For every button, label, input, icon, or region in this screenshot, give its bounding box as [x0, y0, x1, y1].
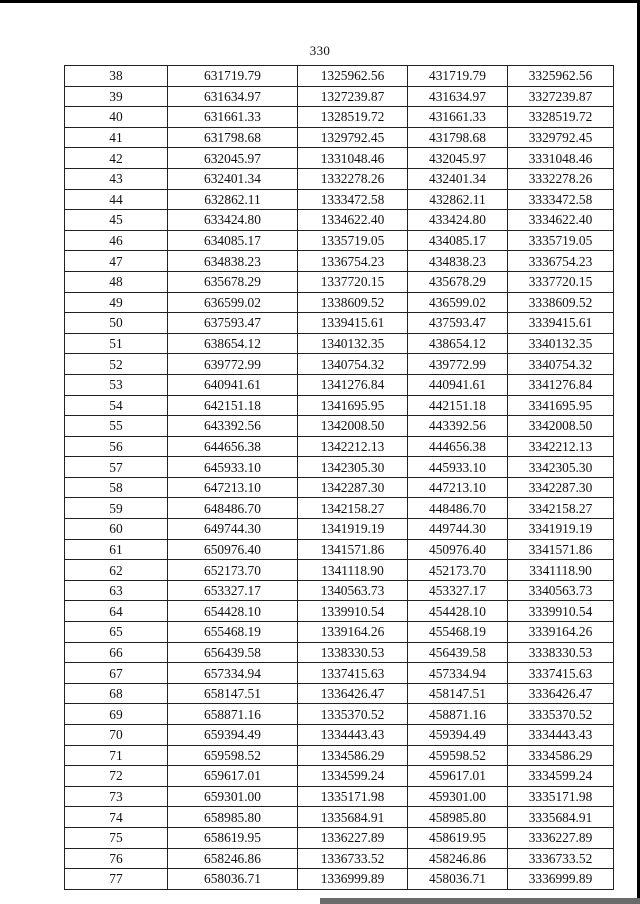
- x1-coordinate-cell: 634838.23: [168, 251, 298, 272]
- x2-coordinate-cell: 448486.70: [408, 498, 508, 519]
- table-row: [65, 86, 614, 107]
- y1-coordinate-cell: 1327239.87: [298, 86, 408, 107]
- point-number-cell: 50: [65, 313, 168, 334]
- x1-coordinate-cell: 632862.11: [168, 189, 298, 210]
- table-row: [65, 127, 614, 148]
- y2-coordinate-cell: 3338609.52: [508, 292, 614, 313]
- y1-coordinate-cell: 1336426.47: [298, 683, 408, 704]
- y2-coordinate-cell: 3339164.26: [508, 622, 614, 643]
- table-row: [65, 436, 614, 457]
- table-row: [65, 354, 614, 375]
- y2-coordinate-cell: 3331048.46: [508, 148, 614, 169]
- y2-coordinate-cell: 3334622.40: [508, 210, 614, 231]
- point-number-cell: 76: [65, 848, 168, 869]
- x1-coordinate-cell: 659617.01: [168, 766, 298, 787]
- y1-coordinate-cell: 1342305.30: [298, 457, 408, 478]
- x1-coordinate-cell: 655468.19: [168, 622, 298, 643]
- table-row: [65, 704, 614, 725]
- y1-coordinate-cell: 1328519.72: [298, 107, 408, 128]
- point-number-cell: 38: [65, 66, 168, 87]
- point-number-cell: 61: [65, 539, 168, 560]
- y1-coordinate-cell: 1331048.46: [298, 148, 408, 169]
- x2-coordinate-cell: 442151.18: [408, 395, 508, 416]
- y2-coordinate-cell: 3341276.84: [508, 374, 614, 395]
- y1-coordinate-cell: 1325962.56: [298, 66, 408, 87]
- x2-coordinate-cell: 439772.99: [408, 354, 508, 375]
- x2-coordinate-cell: 459598.52: [408, 745, 508, 766]
- point-number-cell: 53: [65, 374, 168, 395]
- y2-coordinate-cell: 3328519.72: [508, 107, 614, 128]
- table-row: [65, 786, 614, 807]
- point-number-cell: 40: [65, 107, 168, 128]
- x2-coordinate-cell: 457334.94: [408, 663, 508, 684]
- x1-coordinate-cell: 658147.51: [168, 683, 298, 704]
- x2-coordinate-cell: 458871.16: [408, 704, 508, 725]
- table-row: [65, 745, 614, 766]
- y1-coordinate-cell: 1342212.13: [298, 436, 408, 457]
- y1-coordinate-cell: 1334599.24: [298, 766, 408, 787]
- y1-coordinate-cell: 1334443.43: [298, 725, 408, 746]
- point-number-cell: 60: [65, 519, 168, 540]
- x2-coordinate-cell: 431719.79: [408, 66, 508, 87]
- y1-coordinate-cell: 1333472.58: [298, 189, 408, 210]
- table-row: [65, 251, 614, 272]
- y2-coordinate-cell: 3336227.89: [508, 827, 614, 848]
- table-row: [65, 168, 614, 189]
- x2-coordinate-cell: 450976.40: [408, 539, 508, 560]
- y2-coordinate-cell: 3341919.19: [508, 519, 614, 540]
- y1-coordinate-cell: 1336999.89: [298, 869, 408, 890]
- x2-coordinate-cell: 459394.49: [408, 725, 508, 746]
- point-number-cell: 47: [65, 251, 168, 272]
- y2-coordinate-cell: 3340132.35: [508, 333, 614, 354]
- y2-coordinate-cell: 3335684.91: [508, 807, 614, 828]
- y1-coordinate-cell: 1337415.63: [298, 663, 408, 684]
- point-number-cell: 52: [65, 354, 168, 375]
- x2-coordinate-cell: 455468.19: [408, 622, 508, 643]
- table-row: [65, 807, 614, 828]
- point-number-cell: 54: [65, 395, 168, 416]
- point-number-cell: 42: [65, 148, 168, 169]
- y2-coordinate-cell: 3335171.98: [508, 786, 614, 807]
- x2-coordinate-cell: 432862.11: [408, 189, 508, 210]
- x2-coordinate-cell: 432401.34: [408, 168, 508, 189]
- x2-coordinate-cell: 458246.86: [408, 848, 508, 869]
- table-row: [65, 869, 614, 890]
- x1-coordinate-cell: 631634.97: [168, 86, 298, 107]
- coordinate-table-body: [65, 66, 614, 890]
- y1-coordinate-cell: 1338330.53: [298, 642, 408, 663]
- point-number-cell: 75: [65, 827, 168, 848]
- y2-coordinate-cell: 3337720.15: [508, 271, 614, 292]
- x1-coordinate-cell: 658246.86: [168, 848, 298, 869]
- y1-coordinate-cell: 1339164.26: [298, 622, 408, 643]
- y1-coordinate-cell: 1340563.73: [298, 580, 408, 601]
- x1-coordinate-cell: 654428.10: [168, 601, 298, 622]
- x1-coordinate-cell: 634085.17: [168, 230, 298, 251]
- x1-coordinate-cell: 648486.70: [168, 498, 298, 519]
- x1-coordinate-cell: 659598.52: [168, 745, 298, 766]
- x2-coordinate-cell: 438654.12: [408, 333, 508, 354]
- y1-coordinate-cell: 1341571.86: [298, 539, 408, 560]
- point-number-cell: 77: [65, 869, 168, 890]
- point-number-cell: 71: [65, 745, 168, 766]
- point-number-cell: 64: [65, 601, 168, 622]
- table-row: [65, 230, 614, 251]
- y2-coordinate-cell: 3336733.52: [508, 848, 614, 869]
- x1-coordinate-cell: 658619.95: [168, 827, 298, 848]
- y1-coordinate-cell: 1340754.32: [298, 354, 408, 375]
- x1-coordinate-cell: 659301.00: [168, 786, 298, 807]
- x1-coordinate-cell: 658871.16: [168, 704, 298, 725]
- table-row: [65, 148, 614, 169]
- x1-coordinate-cell: 636599.02: [168, 292, 298, 313]
- point-number-cell: 66: [65, 642, 168, 663]
- table-row: [65, 560, 614, 581]
- y1-coordinate-cell: 1334586.29: [298, 745, 408, 766]
- point-number-cell: 55: [65, 416, 168, 437]
- x2-coordinate-cell: 444656.38: [408, 436, 508, 457]
- x1-coordinate-cell: 633424.80: [168, 210, 298, 231]
- scan-bottom-shadow: [320, 898, 640, 904]
- x1-coordinate-cell: 656439.58: [168, 642, 298, 663]
- y1-coordinate-cell: 1332278.26: [298, 168, 408, 189]
- x2-coordinate-cell: 434085.17: [408, 230, 508, 251]
- x1-coordinate-cell: 652173.70: [168, 560, 298, 581]
- y1-coordinate-cell: 1335684.91: [298, 807, 408, 828]
- table-row: [65, 292, 614, 313]
- y1-coordinate-cell: 1342008.50: [298, 416, 408, 437]
- table-row: [65, 827, 614, 848]
- x1-coordinate-cell: 647213.10: [168, 477, 298, 498]
- y2-coordinate-cell: 3339910.54: [508, 601, 614, 622]
- y2-coordinate-cell: 3342008.50: [508, 416, 614, 437]
- x1-coordinate-cell: 635678.29: [168, 271, 298, 292]
- table-row: [65, 210, 614, 231]
- y2-coordinate-cell: 3329792.45: [508, 127, 614, 148]
- y2-coordinate-cell: 3336754.23: [508, 251, 614, 272]
- table-row: [65, 663, 614, 684]
- table-row: [65, 395, 614, 416]
- table-row: [65, 622, 614, 643]
- table-row: [65, 457, 614, 478]
- y1-coordinate-cell: 1339910.54: [298, 601, 408, 622]
- table-row: [65, 519, 614, 540]
- y2-coordinate-cell: 3332278.26: [508, 168, 614, 189]
- y2-coordinate-cell: 3341695.95: [508, 395, 614, 416]
- x1-coordinate-cell: 640941.61: [168, 374, 298, 395]
- table-row: [65, 642, 614, 663]
- x1-coordinate-cell: 643392.56: [168, 416, 298, 437]
- x1-coordinate-cell: 642151.18: [168, 395, 298, 416]
- point-number-cell: 57: [65, 457, 168, 478]
- y1-coordinate-cell: 1338609.52: [298, 292, 408, 313]
- point-number-cell: 69: [65, 704, 168, 725]
- table-row: [65, 683, 614, 704]
- x2-coordinate-cell: 447213.10: [408, 477, 508, 498]
- x2-coordinate-cell: 459301.00: [408, 786, 508, 807]
- point-number-cell: 43: [65, 168, 168, 189]
- y2-coordinate-cell: 3334443.43: [508, 725, 614, 746]
- x2-coordinate-cell: 458985.80: [408, 807, 508, 828]
- x1-coordinate-cell: 649744.30: [168, 519, 298, 540]
- table-row: [65, 539, 614, 560]
- y2-coordinate-cell: 3341118.90: [508, 560, 614, 581]
- y2-coordinate-cell: 3340754.32: [508, 354, 614, 375]
- x1-coordinate-cell: 639772.99: [168, 354, 298, 375]
- x2-coordinate-cell: 458036.71: [408, 869, 508, 890]
- y2-coordinate-cell: 3338330.53: [508, 642, 614, 663]
- x1-coordinate-cell: 644656.38: [168, 436, 298, 457]
- y1-coordinate-cell: 1341919.19: [298, 519, 408, 540]
- point-number-cell: 45: [65, 210, 168, 231]
- y1-coordinate-cell: 1335719.05: [298, 230, 408, 251]
- x1-coordinate-cell: 659394.49: [168, 725, 298, 746]
- table-row: [65, 725, 614, 746]
- x1-coordinate-cell: 632401.34: [168, 168, 298, 189]
- y1-coordinate-cell: 1336754.23: [298, 251, 408, 272]
- y2-coordinate-cell: 3335370.52: [508, 704, 614, 725]
- y1-coordinate-cell: 1336733.52: [298, 848, 408, 869]
- table-row: [65, 271, 614, 292]
- x2-coordinate-cell: 459617.01: [408, 766, 508, 787]
- y1-coordinate-cell: 1334622.40: [298, 210, 408, 231]
- x2-coordinate-cell: 445933.10: [408, 457, 508, 478]
- point-number-cell: 41: [65, 127, 168, 148]
- x2-coordinate-cell: 431798.68: [408, 127, 508, 148]
- x2-coordinate-cell: 440941.61: [408, 374, 508, 395]
- point-number-cell: 72: [65, 766, 168, 787]
- point-number-cell: 59: [65, 498, 168, 519]
- y1-coordinate-cell: 1335370.52: [298, 704, 408, 725]
- x2-coordinate-cell: 431634.97: [408, 86, 508, 107]
- table-row: [65, 416, 614, 437]
- point-number-cell: 48: [65, 271, 168, 292]
- table-row: [65, 580, 614, 601]
- y2-coordinate-cell: 3335719.05: [508, 230, 614, 251]
- x2-coordinate-cell: 449744.30: [408, 519, 508, 540]
- y1-coordinate-cell: 1341695.95: [298, 395, 408, 416]
- point-number-cell: 46: [65, 230, 168, 251]
- point-number-cell: 67: [65, 663, 168, 684]
- x2-coordinate-cell: 454428.10: [408, 601, 508, 622]
- y2-coordinate-cell: 3340563.73: [508, 580, 614, 601]
- table-row: [65, 189, 614, 210]
- x1-coordinate-cell: 645933.10: [168, 457, 298, 478]
- y2-coordinate-cell: 3334586.29: [508, 745, 614, 766]
- x2-coordinate-cell: 453327.17: [408, 580, 508, 601]
- point-number-cell: 63: [65, 580, 168, 601]
- y1-coordinate-cell: 1341118.90: [298, 560, 408, 581]
- page-top-rule: [0, 0, 640, 3]
- x2-coordinate-cell: 458619.95: [408, 827, 508, 848]
- x2-coordinate-cell: 433424.80: [408, 210, 508, 231]
- point-number-cell: 44: [65, 189, 168, 210]
- x1-coordinate-cell: 632045.97: [168, 148, 298, 169]
- x2-coordinate-cell: 436599.02: [408, 292, 508, 313]
- y2-coordinate-cell: 3342212.13: [508, 436, 614, 457]
- point-number-cell: 65: [65, 622, 168, 643]
- point-number-cell: 68: [65, 683, 168, 704]
- table-row: [65, 333, 614, 354]
- point-number-cell: 74: [65, 807, 168, 828]
- y1-coordinate-cell: 1342287.30: [298, 477, 408, 498]
- x2-coordinate-cell: 443392.56: [408, 416, 508, 437]
- y1-coordinate-cell: 1339415.61: [298, 313, 408, 334]
- x1-coordinate-cell: 638654.12: [168, 333, 298, 354]
- table-row: [65, 477, 614, 498]
- x1-coordinate-cell: 631798.68: [168, 127, 298, 148]
- point-number-cell: 58: [65, 477, 168, 498]
- point-number-cell: 49: [65, 292, 168, 313]
- x1-coordinate-cell: 658036.71: [168, 869, 298, 890]
- x1-coordinate-cell: 650976.40: [168, 539, 298, 560]
- x2-coordinate-cell: 434838.23: [408, 251, 508, 272]
- x2-coordinate-cell: 458147.51: [408, 683, 508, 704]
- y2-coordinate-cell: 3336999.89: [508, 869, 614, 890]
- table-row: [65, 66, 614, 87]
- y2-coordinate-cell: 3327239.87: [508, 86, 614, 107]
- x2-coordinate-cell: 432045.97: [408, 148, 508, 169]
- table-row: [65, 848, 614, 869]
- point-number-cell: 39: [65, 86, 168, 107]
- coordinate-table: [64, 65, 614, 890]
- x1-coordinate-cell: 631661.33: [168, 107, 298, 128]
- x2-coordinate-cell: 435678.29: [408, 271, 508, 292]
- y2-coordinate-cell: 3342287.30: [508, 477, 614, 498]
- point-number-cell: 56: [65, 436, 168, 457]
- page-number: 330: [309, 43, 331, 58]
- y2-coordinate-cell: 3333472.58: [508, 189, 614, 210]
- table-row: [65, 601, 614, 622]
- x1-coordinate-cell: 653327.17: [168, 580, 298, 601]
- table-row: [65, 498, 614, 519]
- table-row: [65, 374, 614, 395]
- x2-coordinate-cell: 452173.70: [408, 560, 508, 581]
- point-number-cell: 73: [65, 786, 168, 807]
- y1-coordinate-cell: 1329792.45: [298, 127, 408, 148]
- point-number-cell: 51: [65, 333, 168, 354]
- table-row: [65, 107, 614, 128]
- y2-coordinate-cell: 3342158.27: [508, 498, 614, 519]
- y1-coordinate-cell: 1341276.84: [298, 374, 408, 395]
- x2-coordinate-cell: 437593.47: [408, 313, 508, 334]
- y2-coordinate-cell: 3336426.47: [508, 683, 614, 704]
- x1-coordinate-cell: 658985.80: [168, 807, 298, 828]
- y2-coordinate-cell: 3325962.56: [508, 66, 614, 87]
- x2-coordinate-cell: 431661.33: [408, 107, 508, 128]
- y1-coordinate-cell: 1336227.89: [298, 827, 408, 848]
- y2-coordinate-cell: 3339415.61: [508, 313, 614, 334]
- y1-coordinate-cell: 1340132.35: [298, 333, 408, 354]
- x1-coordinate-cell: 637593.47: [168, 313, 298, 334]
- point-number-cell: 70: [65, 725, 168, 746]
- table-row: [65, 313, 614, 334]
- x1-coordinate-cell: 631719.79: [168, 66, 298, 87]
- x1-coordinate-cell: 657334.94: [168, 663, 298, 684]
- y1-coordinate-cell: 1342158.27: [298, 498, 408, 519]
- x2-coordinate-cell: 456439.58: [408, 642, 508, 663]
- table-row: [65, 766, 614, 787]
- y1-coordinate-cell: 1335171.98: [298, 786, 408, 807]
- point-number-cell: 62: [65, 560, 168, 581]
- y2-coordinate-cell: 3342305.30: [508, 457, 614, 478]
- y2-coordinate-cell: 3334599.24: [508, 766, 614, 787]
- y1-coordinate-cell: 1337720.15: [298, 271, 408, 292]
- y2-coordinate-cell: 3337415.63: [508, 663, 614, 684]
- y2-coordinate-cell: 3341571.86: [508, 539, 614, 560]
